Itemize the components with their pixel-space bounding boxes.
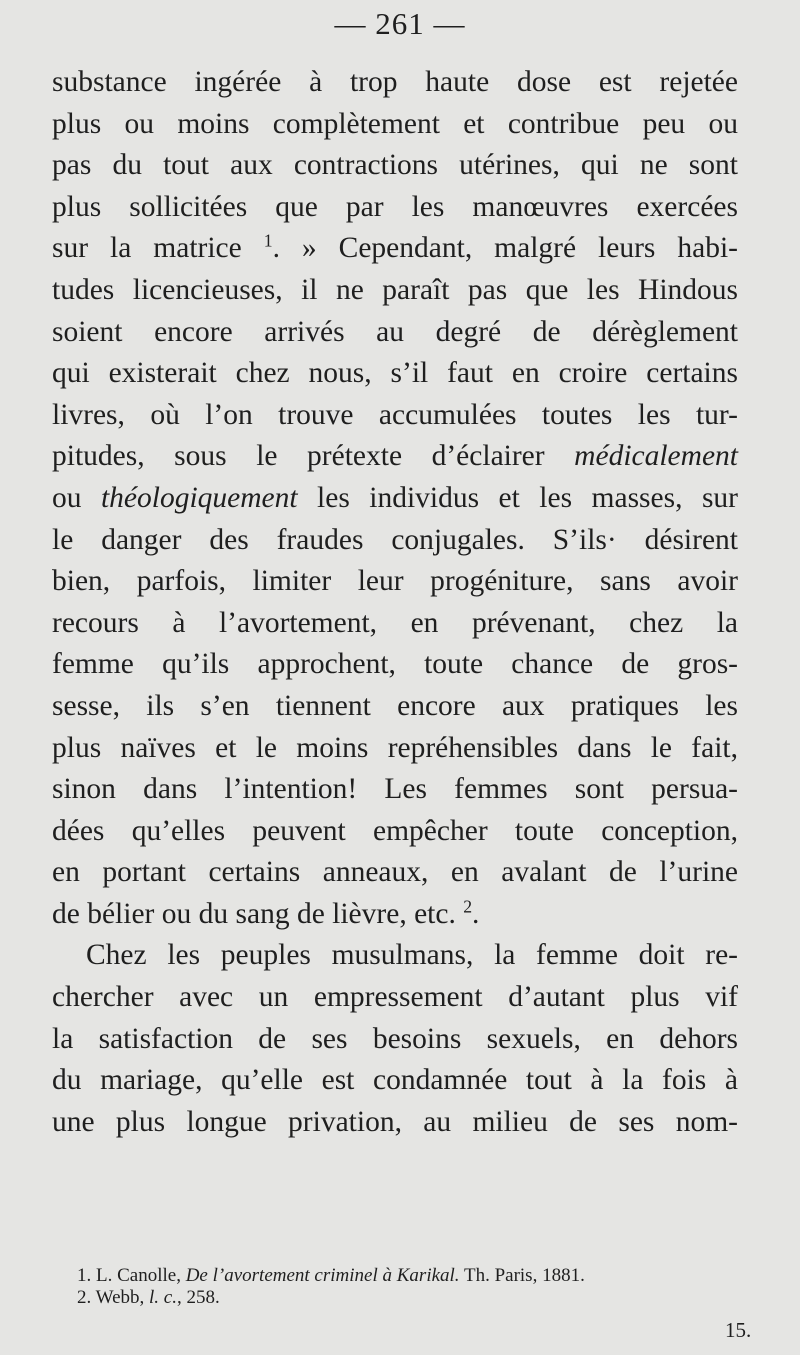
text-run: de bélier ou du sang de lièvre, etc. [52, 897, 464, 930]
body-text [52, 62, 738, 1143]
text-run: ou [52, 481, 101, 514]
text-run: sur la matrice [52, 232, 264, 265]
text-line [52, 644, 738, 686]
text-run: plus sollicitées que par les manœuvres exercées [52, 190, 738, 223]
text-run: 2. Webb, [77, 1287, 150, 1308]
text-line [52, 478, 738, 520]
text-line [52, 187, 738, 229]
text-run: recours à l’avortement, en prévenant, chez la [52, 606, 738, 639]
text-run: chercher avec un empressement d’autant plus vif [52, 981, 738, 1014]
text-line [52, 1060, 738, 1102]
text-run: livres, où l’on trouve accumulées toutes les tur- [52, 398, 738, 431]
text-run: . » Cependant, malgré leurs habi- [272, 232, 738, 265]
footnote-ref: 1 [263, 230, 273, 251]
text-run: du mariage, qu’elle est condamnée tout à la fois à [52, 1064, 738, 1097]
text-line [52, 935, 738, 977]
text-line [52, 603, 738, 645]
text-line [52, 686, 738, 728]
text-line [52, 62, 738, 104]
footnote-ref: 2 [463, 896, 473, 917]
text-run: dées qu’elles peuvent empêcher toute conception, [52, 814, 738, 847]
footnotes [77, 1265, 737, 1309]
text-run: plus ou moins complètement et contribue peu ou [52, 107, 738, 140]
text-line [52, 353, 738, 395]
text-line [52, 852, 738, 894]
text-line [52, 228, 738, 270]
text-run: 1. L. Canolle, [77, 1265, 186, 1286]
text-line [52, 270, 738, 312]
text-run: sinon dans l’intention! Les femmes sont persua- [52, 773, 738, 806]
footnote [77, 1287, 737, 1309]
text-line [52, 977, 738, 1019]
text-run: les individus et les masses, sur [297, 481, 739, 514]
text-run: la satisfaction de ses besoins sexuels, en dehors [52, 1022, 738, 1055]
italic-text: théologiquement [100, 481, 298, 514]
text-run: , 258. [176, 1287, 220, 1308]
text-run: tudes licencieuses, il ne paraît pas que les Hindous [52, 273, 738, 306]
text-line [52, 312, 738, 354]
text-line [52, 894, 738, 936]
text-run: sesse, ils s’en tiennent encore aux pratiques les [52, 689, 738, 722]
text-run: . [472, 897, 480, 930]
text-line [52, 728, 738, 770]
text-line [52, 811, 738, 853]
text-run: Th. Paris, 1881. [459, 1265, 585, 1286]
text-line [52, 145, 738, 187]
text-run: soient encore arrivés au degré de dérèglement [52, 315, 738, 348]
text-run: pas du tout aux contractions utérines, qui ne sont [52, 149, 738, 182]
text-line [52, 520, 738, 562]
text-line [52, 561, 738, 603]
text-line [52, 436, 738, 478]
text-run: le danger des fraudes conjugales. S’ils· désirent [52, 523, 738, 556]
page-number-header: — 261 — [334, 6, 466, 41]
text-line [52, 104, 738, 146]
text-line [52, 769, 738, 811]
text-line [52, 1019, 738, 1061]
text-run: en portant certains anneaux, en avalant de l’urine [52, 856, 738, 889]
italic-text: De l’avortement criminel à Karikal. [185, 1265, 460, 1286]
text-run: qui existerait chez nous, s’il faut en croire certains [52, 357, 738, 390]
text-line [52, 395, 738, 437]
text-run: plus naïves et le moins repréhensibles dans le fait, [52, 731, 738, 764]
italic-text: médicalement [574, 440, 738, 473]
text-run: une plus longue privation, au milieu de ses nom- [52, 1105, 738, 1138]
italic-text: l. c. [149, 1287, 177, 1308]
signature-mark: 15. [725, 1318, 752, 1342]
text-line [52, 1102, 738, 1144]
text-run: Chez les peuples musulmans, la femme doit re- [86, 939, 738, 972]
text-run: femme qu’ils approchent, toute chance de gros- [52, 648, 738, 681]
text-run: bien, parfois, limiter leur progéniture, sans avoir [52, 565, 738, 598]
text-run: substance ingérée à trop haute dose est rejetée [52, 66, 738, 98]
text-run: pitudes, sous le prétexte d’éclairer [52, 440, 575, 473]
footnote [77, 1265, 737, 1287]
